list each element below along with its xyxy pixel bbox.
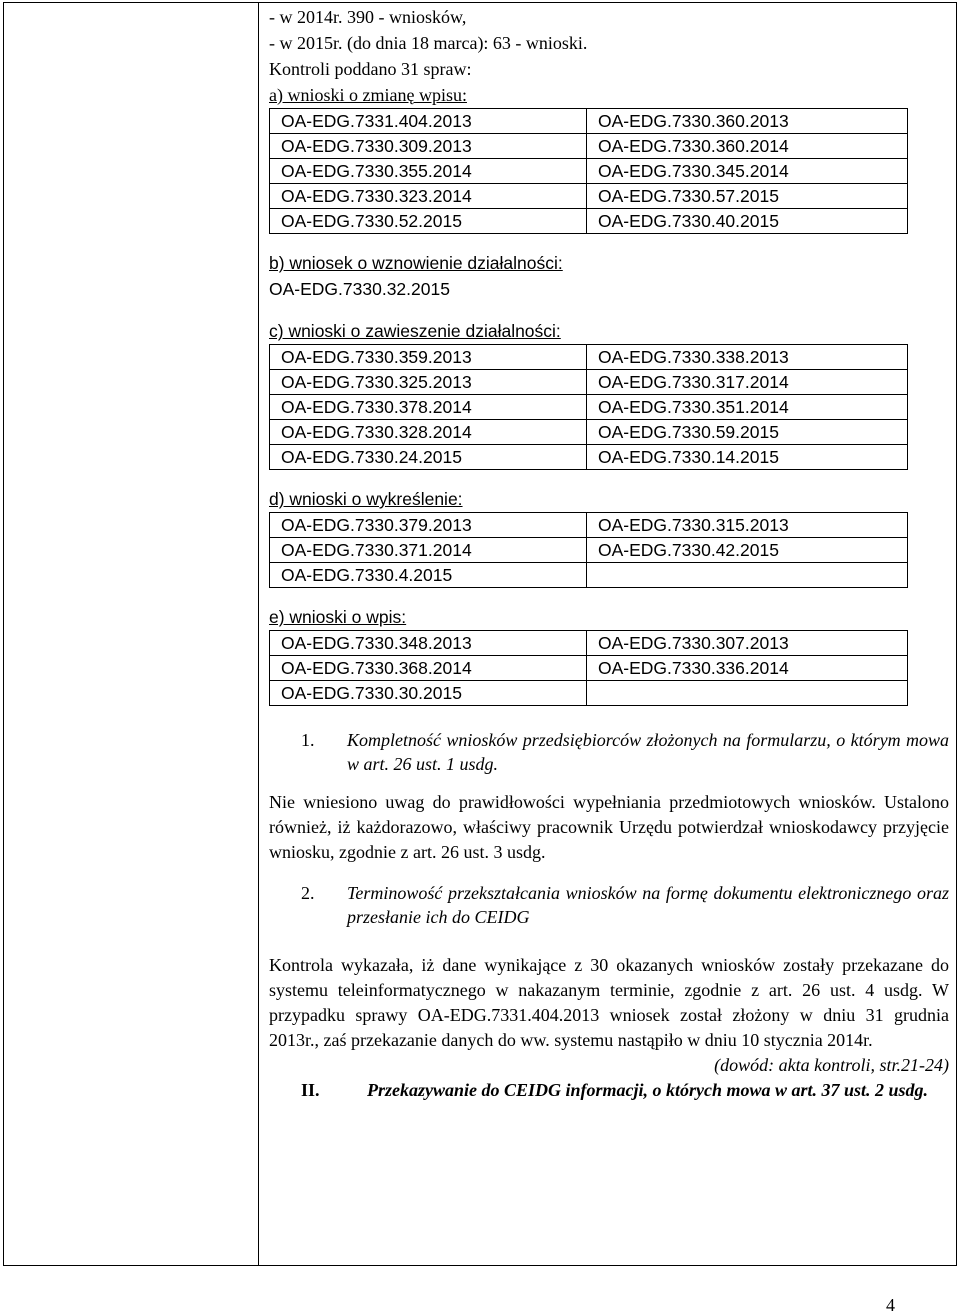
table-cell: OA-EDG.7330.323.2014 <box>270 184 587 209</box>
section-e-heading: e) wnioski o wpis: <box>269 607 407 627</box>
table-cell: OA-EDG.7330.336.2014 <box>587 656 908 681</box>
table-row <box>270 184 908 209</box>
table-row <box>270 445 908 470</box>
section-b-code: OA-EDG.7330.32.2015 <box>269 279 450 299</box>
section-II-number: II. <box>301 1080 320 1100</box>
intro-line: - w 2014r. 390 - wniosków, <box>269 7 467 27</box>
item-1-title: Kompletność wniosków przedsiębiorców złożonych na formularzu, o którym mowa w art. 26 ust. 1 usdg. <box>347 730 949 774</box>
table-cell: OA-EDG.7330.4.2015 <box>270 563 587 588</box>
table-cell: OA-EDG.7330.42.2015 <box>587 538 908 563</box>
table-row <box>270 631 908 656</box>
item-2 <box>301 881 949 929</box>
section-II-heading <box>301 1078 949 1103</box>
section-d-heading: d) wnioski o wykreślenie: <box>269 489 463 509</box>
table-cell: OA-EDG.7330.359.2013 <box>270 345 587 370</box>
table-cell: OA-EDG.7330.325.2013 <box>270 370 587 395</box>
table-cell <box>587 563 908 588</box>
table-cell: OA-EDG.7330.309.2013 <box>270 134 587 159</box>
table-row <box>270 134 908 159</box>
table-cell: OA-EDG.7330.379.2013 <box>270 513 587 538</box>
item-1-body: Nie wniesiono uwag do prawidłowości wypełniania przedmiotowych wniosków. Ustalono również, iż każdorazowo, właściwy pracownik Urzędu potwierdzał wnioskodawcy przyjęcie wniosku, zgodnie z art. 26 ust. 3 usdg. <box>269 792 949 862</box>
table-row <box>270 513 908 538</box>
table-cell: OA-EDG.7330.317.2014 <box>587 370 908 395</box>
section-c-table <box>269 344 908 470</box>
section-a-table <box>269 108 908 234</box>
section-II-title: Przekazywanie do CEIDG informacji, o których mowa w art. 37 ust. 2 usdg. <box>367 1080 929 1100</box>
table-cell: OA-EDG.7330.328.2014 <box>270 420 587 445</box>
table-cell: OA-EDG.7330.52.2015 <box>270 209 587 234</box>
item-1 <box>301 728 949 776</box>
table-row <box>270 209 908 234</box>
table-cell: OA-EDG.7330.355.2014 <box>270 159 587 184</box>
table-cell: OA-EDG.7330.59.2015 <box>587 420 908 445</box>
page-number: 4 <box>886 1295 895 1315</box>
table-cell: OA-EDG.7330.378.2014 <box>270 395 587 420</box>
table-cell: OA-EDG.7330.307.2013 <box>587 631 908 656</box>
section-e-table <box>269 630 908 706</box>
table-cell: OA-EDG.7330.338.2013 <box>587 345 908 370</box>
table-cell <box>587 681 908 706</box>
item-2-body: Kontrola wykazała, iż dane wynikające z 30 okazanych wniosków zostały przekazane do systemu teleinformatycznego w nakazanym terminie, zgodnie z art. 26 ust. 4 usdg. W przypadku sprawy OA-EDG.7331.404.2013 wniosek został złożony w dniu 31 grudnia 2013r., zaś przekazanie danych do ww. systemu nastąpiło w dniu 10 stycznia 2014r. <box>269 955 949 1050</box>
table-cell: OA-EDG.7330.30.2015 <box>270 681 587 706</box>
table-row <box>270 681 908 706</box>
table-row <box>270 109 908 134</box>
intro-line: Kontroli poddano 31 spraw: <box>269 59 472 79</box>
table-cell: OA-EDG.7330.348.2013 <box>270 631 587 656</box>
section-d-table <box>269 512 908 588</box>
table-row <box>270 538 908 563</box>
item-2-number: 2. <box>301 883 315 903</box>
table-cell: OA-EDG.7330.14.2015 <box>587 445 908 470</box>
table-cell: OA-EDG.7330.360.2014 <box>587 134 908 159</box>
table-cell: OA-EDG.7330.315.2013 <box>587 513 908 538</box>
table-row <box>270 563 908 588</box>
table-row <box>270 345 908 370</box>
main-content <box>269 4 949 1103</box>
section-c-heading: c) wnioski o zawieszenie działalności: <box>269 321 561 341</box>
section-a-heading: a) wnioski o zmianę wpisu: <box>269 85 467 105</box>
table-cell: OA-EDG.7330.371.2014 <box>270 538 587 563</box>
table-row <box>270 395 908 420</box>
table-cell: OA-EDG.7330.351.2014 <box>587 395 908 420</box>
table-row <box>270 370 908 395</box>
table-row <box>270 420 908 445</box>
table-cell: OA-EDG.7330.57.2015 <box>587 184 908 209</box>
section-b-heading: b) wniosek o wznowienie działalności: <box>269 253 563 273</box>
table-cell: OA-EDG.7330.360.2013 <box>587 109 908 134</box>
table-cell: OA-EDG.7330.40.2015 <box>587 209 908 234</box>
item-1-number: 1. <box>301 730 315 750</box>
table-cell: OA-EDG.7331.404.2013 <box>270 109 587 134</box>
table-cell: OA-EDG.7330.368.2014 <box>270 656 587 681</box>
column-divider <box>258 3 259 1265</box>
item-2-title: Terminowość przekształcania wniosków na formę dokumentu elektronicznego oraz przesłanie ich do CEIDG <box>347 883 949 927</box>
intro-line: - w 2015r. (do dnia 18 marca): 63 - wnioski. <box>269 33 588 53</box>
table-row <box>270 656 908 681</box>
table-cell: OA-EDG.7330.345.2014 <box>587 159 908 184</box>
table-row <box>270 159 908 184</box>
table-cell: OA-EDG.7330.24.2015 <box>270 445 587 470</box>
evidence-source: (dowód: akta kontroli, str.21-24) <box>714 1055 949 1075</box>
